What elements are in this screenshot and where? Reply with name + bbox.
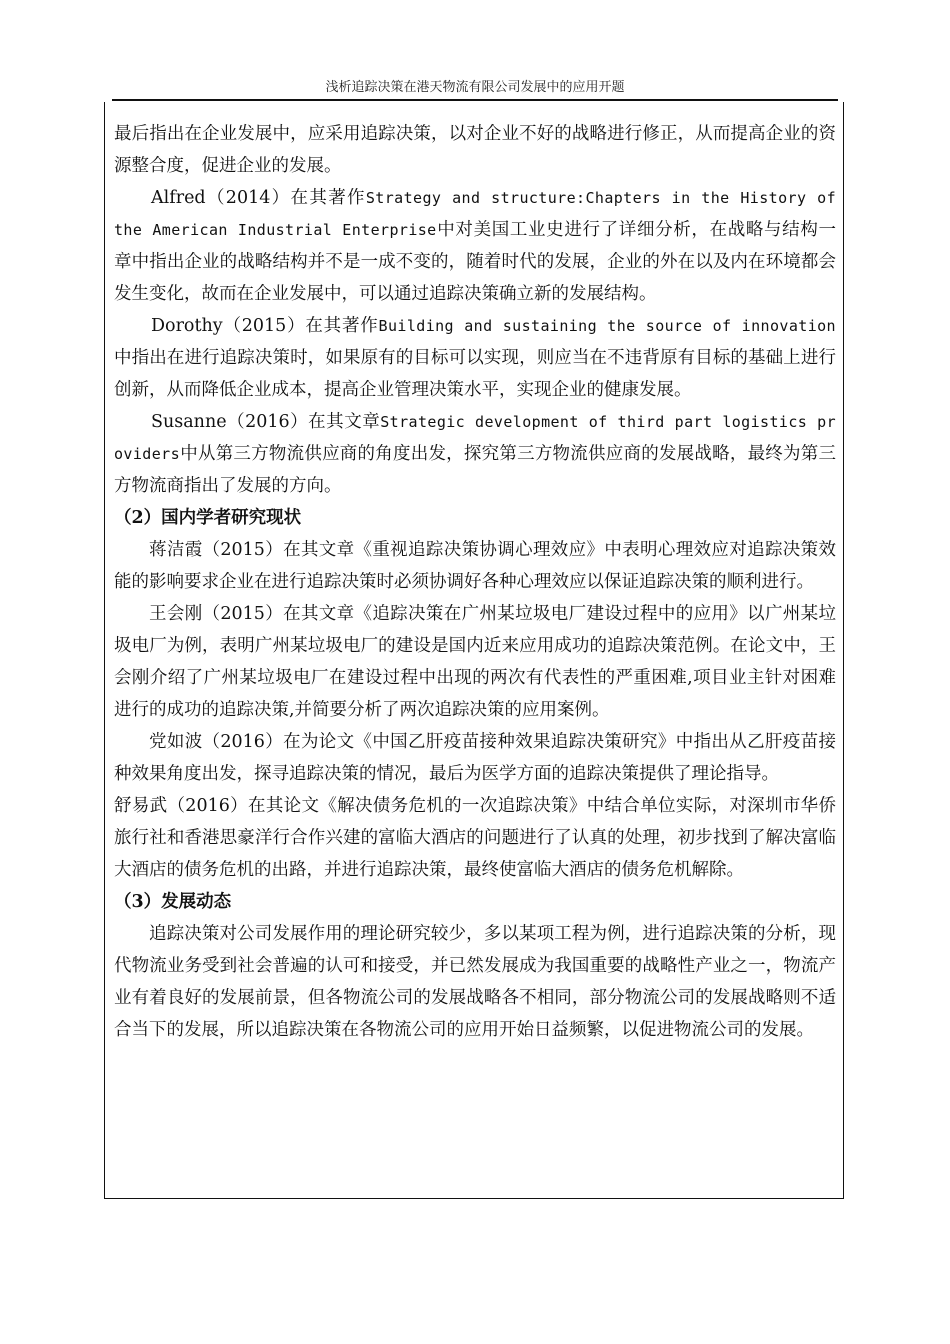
paragraph-trends: 追踪决策对公司发展作用的理论研究较少，多以某项工程为例，进行追踪决策的分析，现代物流业务受到社会普遍的认可和接受，并已然发展成为我国重要的战略性产业之一，物流产业有着良好的发展前景，但各物流公司的发展战略各不相同，部分物流公司的发展战略则不适合当下的发展，所以追踪决策在各物流公司的应用开始日益频繁，以促进物流公司的发展。 xyxy=(114,924,836,1040)
paragraph-susanne xyxy=(114,406,836,502)
susanne-body: 中从第三方物流供应商的角度出发，探究第三方物流供应商的发展战略，最终为第三方物流商指出了发展的方向。 xyxy=(114,444,836,496)
alfred-body: 中对美国工业史进行了详细分析，在战略与结构一章中指出企业的战略结构并不是一成不变的，随着时代的发展，企业的外在以及内在环境都会发生变化，故而在企业发展中，可以通过追踪决策确立新的发展结构。 xyxy=(114,220,836,304)
paragraph-shu: 舒易武（2016）在其论文《解决债务危机的一次追踪决策》中结合单位实际，对深圳市华侨旅行社和香港思豪洋行合作兴建的富临大酒店的问题进行了认真的处理，初步找到了解决富临大酒店的债务危机的出路，并进行追踪决策，最终使富临大酒店的债务危机解除。 xyxy=(114,796,836,880)
susanne-intro: Susanne（2016）在其文章 xyxy=(151,412,381,432)
alfred-intro: Alfred（2014）在其著作 xyxy=(151,188,366,208)
section-heading-domestic: （2）国内学者研究现状 xyxy=(114,508,302,528)
paragraph-alfred xyxy=(114,182,836,310)
paragraph-dang: 党如波（2016）在为论文《中国乙肝疫苗接种效果追踪决策研究》中指出从乙肝疫苗接种效果角度出发，探寻追踪决策的情况，最后为医学方面的追踪决策提供了理论指导。 xyxy=(114,732,836,784)
susanne-article-title: Strategic development of third part logistics providers xyxy=(114,413,836,463)
paragraph-continuation: 最后指出在企业发展中，应采用追踪决策，以对企业不好的战略进行修正，从而提高企业的资源整合度，促进企业的发展。 xyxy=(114,124,836,176)
dorothy-book-title: Building and sustaining the source of innovation xyxy=(378,317,836,335)
paragraph-wang: 王会刚（2015）在其文章《追踪决策在广州某垃圾电厂建设过程中的应用》以广州某垃圾电厂为例，表明广州某垃圾电厂的建设是国内近来应用成功的追踪决策范例。在论文中，王会刚介绍了广州某垃圾电厂在建设过程中出现的两次有代表性的严重困难,项目业主针对困难进行的成功的追踪决策,并简要分析了两次追踪决策的应用案例。 xyxy=(114,604,836,720)
document-body xyxy=(114,118,836,1046)
page-header-title: 浅析追踪决策在港天物流有限公司发展中的应用开题 xyxy=(325,80,625,95)
dorothy-intro: Dorothy（2015）在其著作 xyxy=(151,316,379,336)
paragraph-dorothy xyxy=(114,310,836,406)
alfred-book-title: Strategy and structure:Chapters in the History of the American Industrial Enterprise xyxy=(114,189,836,239)
dorothy-body: 中指出在进行追踪决策时，如果原有的目标可以实现，则应当在不违背原有目标的基础上进行创新，从而降低企业成本，提高企业管理决策水平，实现企业的健康发展。 xyxy=(114,348,836,400)
paragraph-jiang: 蒋洁霞（2015）在其文章《重视追踪决策协调心理效应》中表明心理效应对追踪决策效能的影响要求企业在进行追踪决策时必须协调好各种心理效应以保证追踪决策的顺利进行。 xyxy=(114,540,836,592)
section-heading-trends: （3）发展动态 xyxy=(114,892,232,912)
header-rule xyxy=(112,99,838,101)
